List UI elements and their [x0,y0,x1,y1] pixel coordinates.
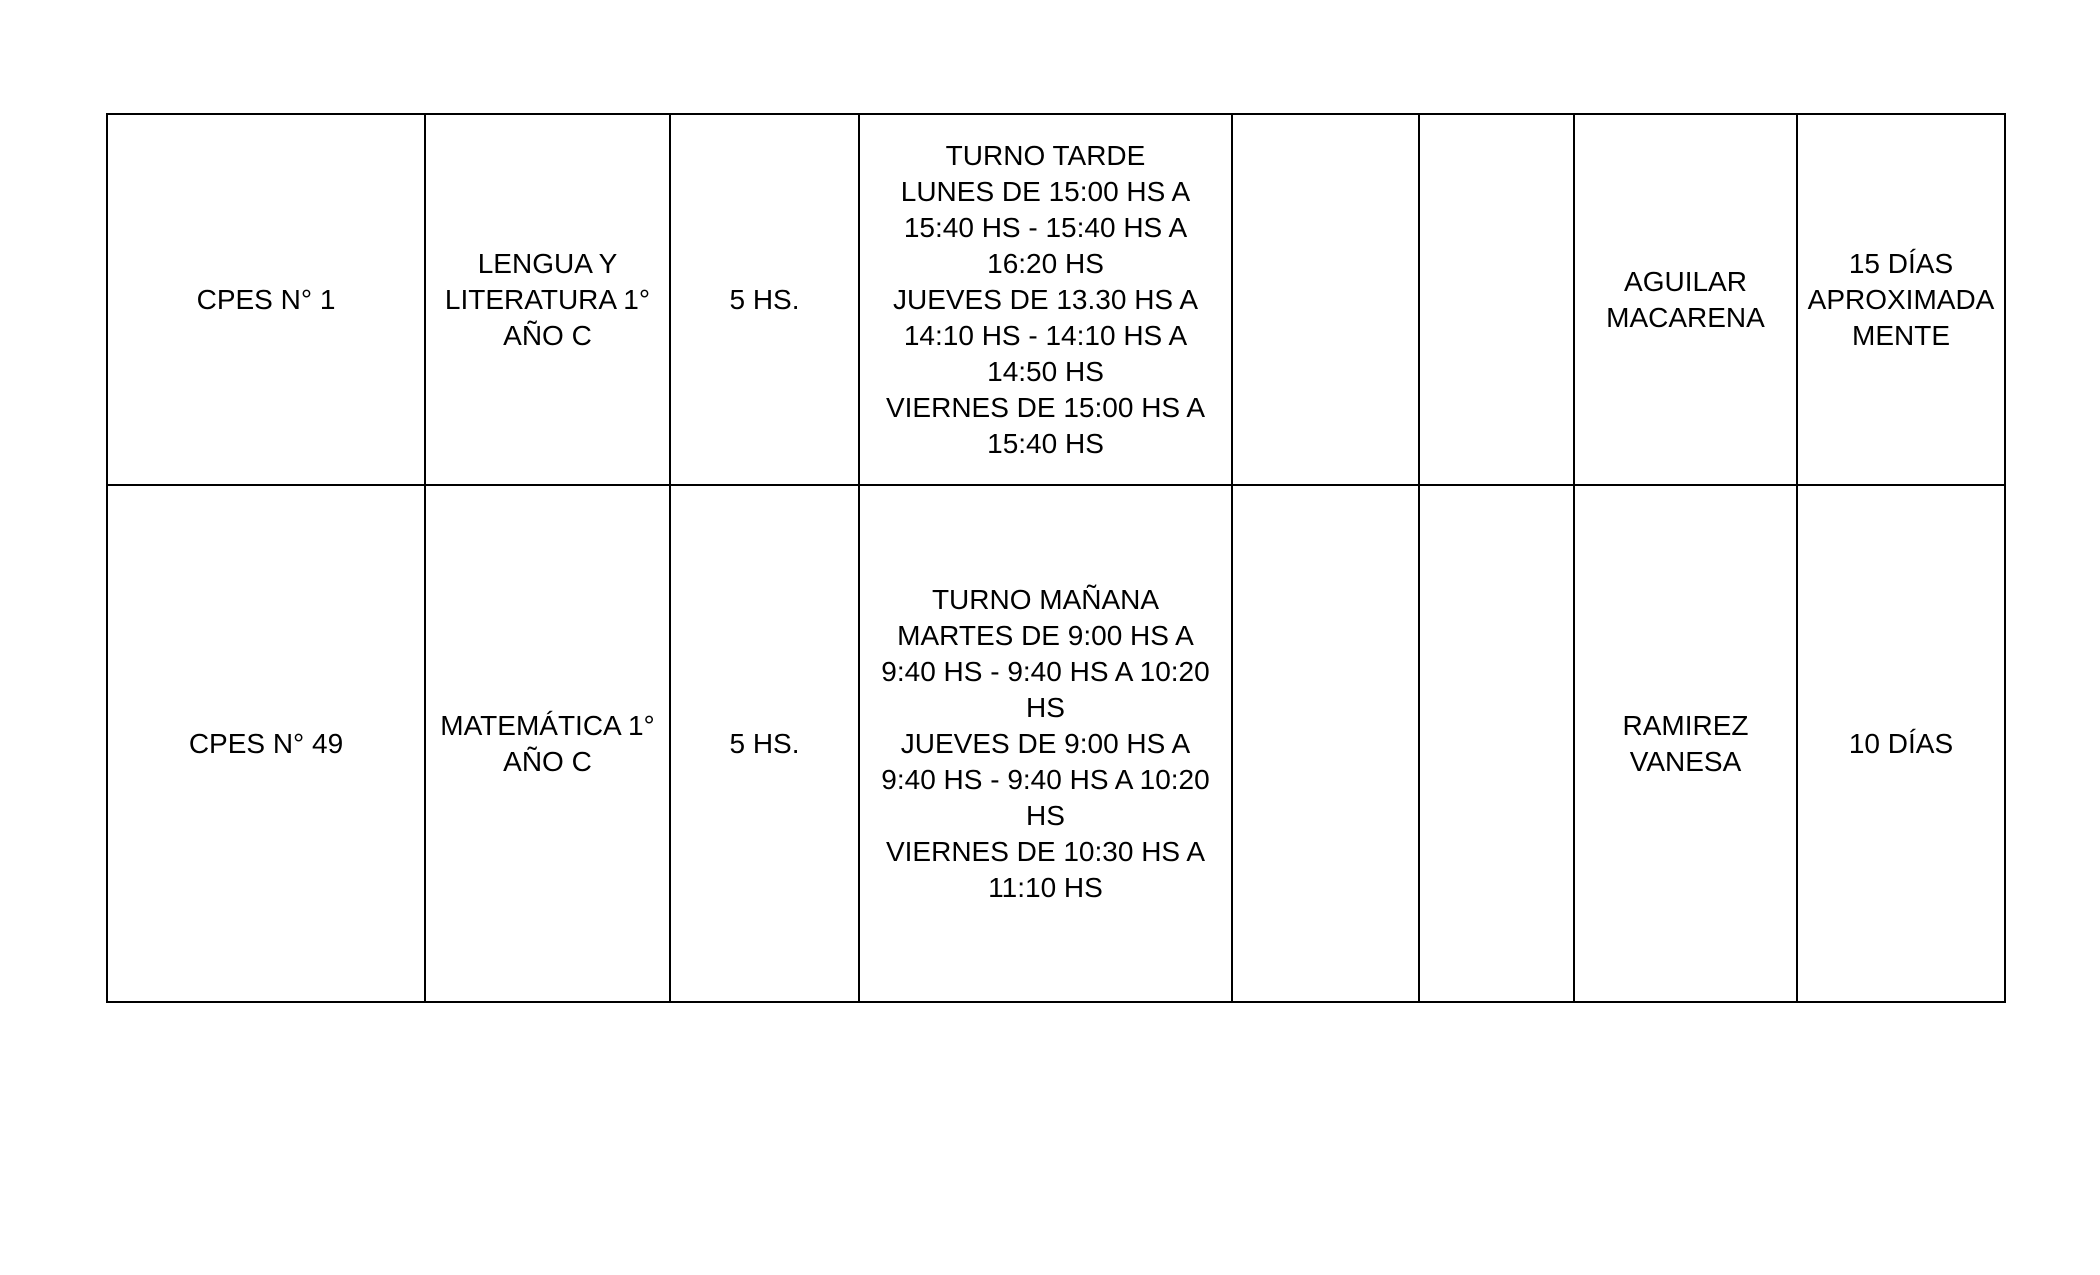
empty-cell [1232,114,1419,485]
duration-cell: 10 DÍAS [1797,485,2005,1002]
teacher-cell: RAMIREZ VANESA [1574,485,1797,1002]
schedule-cell: TURNO TARDE LUNES DE 15:00 HS A 15:40 HS - 15:40 HS A 16:20 HS JUEVES DE 13.30 HS A 14:10 HS - 14:10 HS A 14:50 HS VIERNES DE 15:00 HS A 15:40 HS [859,114,1232,485]
empty-cell [1232,485,1419,1002]
school-cell: CPES N° 1 [107,114,425,485]
school-cell: CPES N° 49 [107,485,425,1002]
schedule-table [106,113,2006,1003]
empty-cell [1419,485,1574,1002]
schedule-cell: TURNO MAÑANA MARTES DE 9:00 HS A 9:40 HS - 9:40 HS A 10:20 HS JUEVES DE 9:00 HS A 9:40 HS - 9:40 HS A 10:20 HS VIERNES DE 10:30 HS A 11:10 HS [859,485,1232,1002]
subject-cell: LENGUA Y LITERATURA 1° AÑO C [425,114,670,485]
teacher-cell: AGUILAR MACARENA [1574,114,1797,485]
table-row [107,114,2005,485]
table-row [107,485,2005,1002]
hours-cell: 5 HS. [670,485,859,1002]
hours-cell: 5 HS. [670,114,859,485]
empty-cell [1419,114,1574,485]
subject-cell: MATEMÁTICA 1° AÑO C [425,485,670,1002]
duration-cell: 15 DÍAS APROXIMADA MENTE [1797,114,2005,485]
